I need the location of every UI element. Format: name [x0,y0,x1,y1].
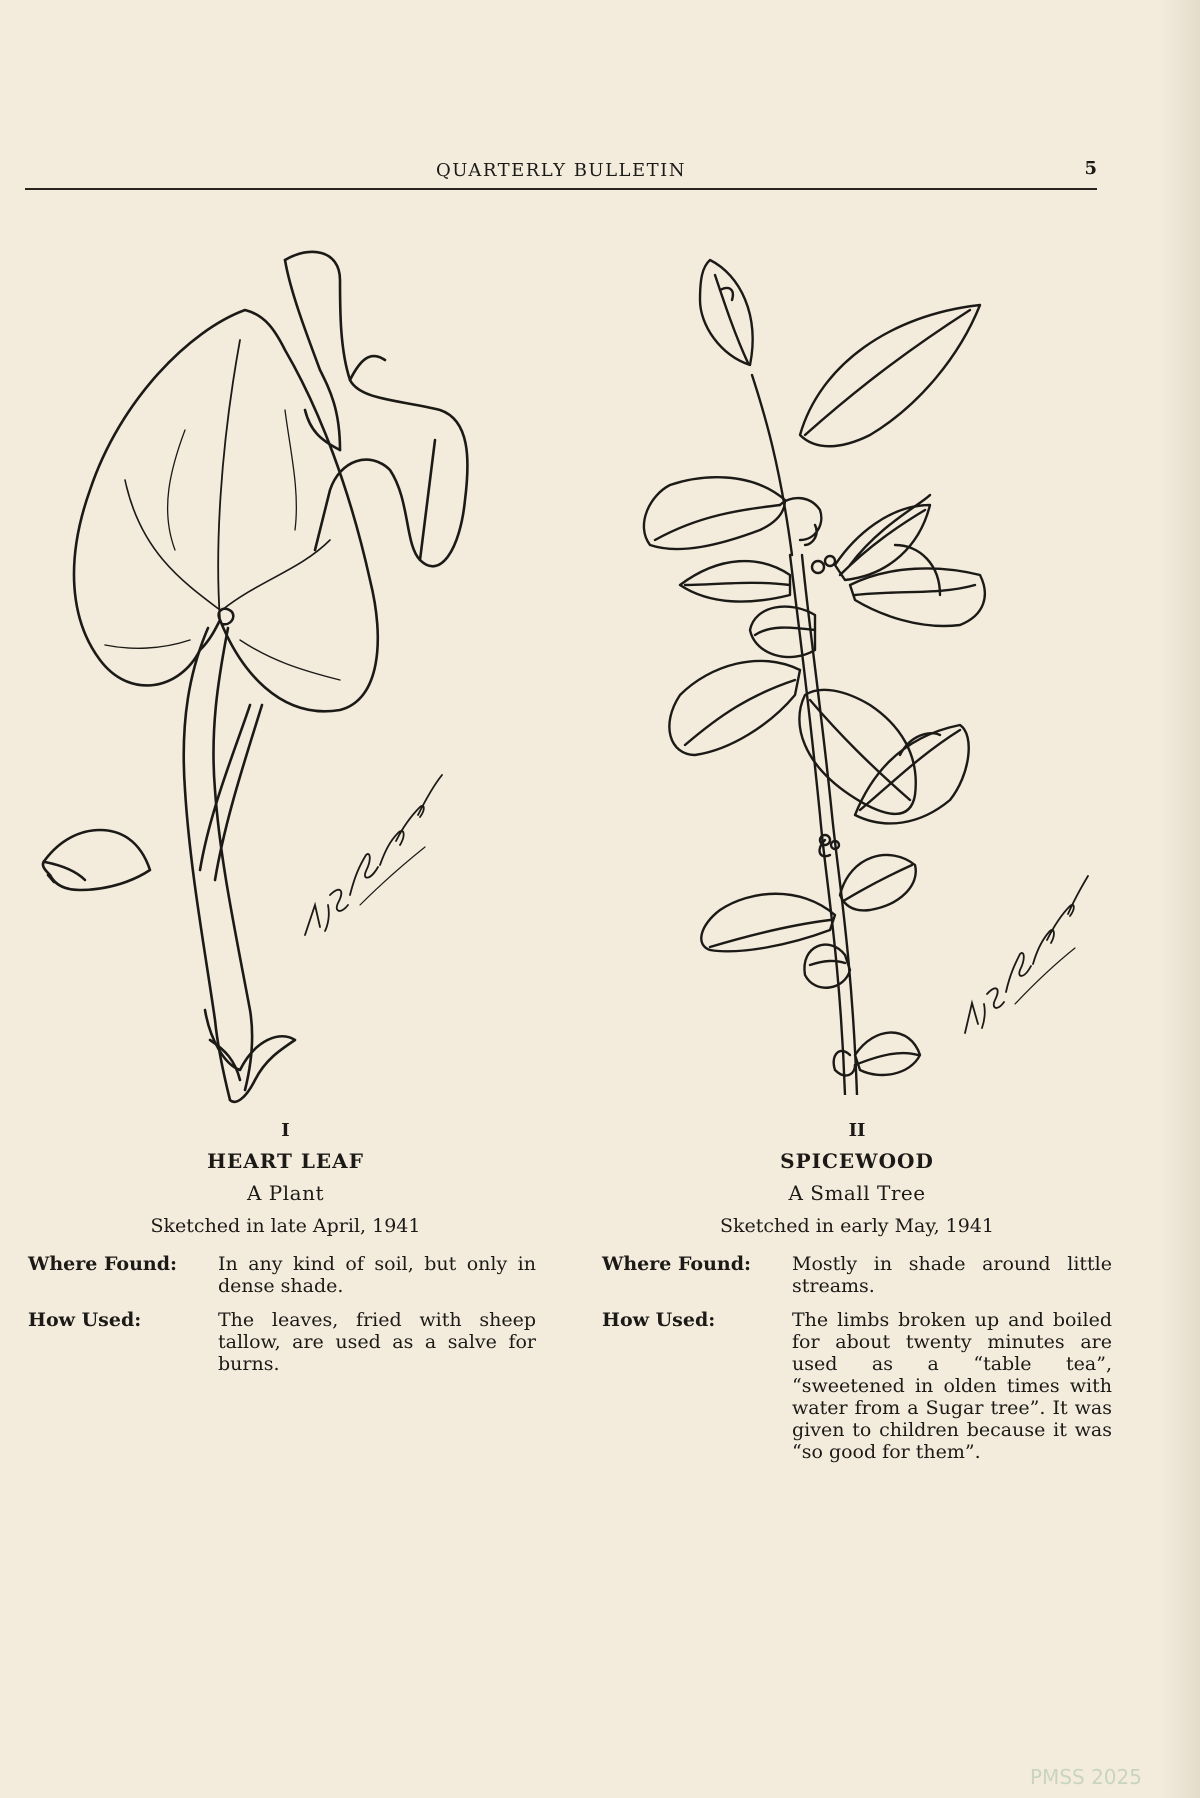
plant-name: SPICEWOOD [780,1149,934,1173]
heart-leaf-signature-icon [300,755,450,945]
how-used-label: How Used: [602,1309,716,1331]
spicewood-signature-icon [960,858,1090,1038]
plant-name: HEART LEAF [207,1149,364,1173]
where-found-row [602,1253,1122,1297]
heart-leaf-drawing-icon [40,250,540,1110]
how-used-row [602,1309,1122,1463]
watermark: PMSS 2025 [1030,1765,1142,1789]
sketch-date: Sketched in late April, 1941 [150,1215,421,1237]
plant-kind: A Plant [247,1181,324,1205]
how-used-text: The limbs broken up and boiled for about twenty minutes are used as a “table tea”, “sweetened in olden times with water from a Sugar tree”. It was given to children because it was “so good for them”. [792,1309,1112,1463]
header-title: QUARTERLY BULLETIN [435,160,687,181]
heart-leaf-section [28,1120,568,1387]
where-found-label: Where Found: [602,1253,752,1275]
how-used-row [28,1309,568,1375]
where-found-text: Mostly in shade around little streams. [792,1253,1112,1297]
plant-numeral: I [281,1120,290,1141]
spicewood-section [602,1120,1122,1475]
how-used-label: How Used: [28,1309,142,1331]
where-found-label: Where Found: [28,1253,178,1275]
page-number: 5 [1084,158,1097,179]
where-found-text: In any kind of soil, but only in dense shade. [218,1253,536,1297]
plant-kind: A Small Tree [788,1181,926,1205]
sketch-date: Sketched in early May, 1941 [719,1215,994,1237]
plant-numeral: II [848,1120,866,1141]
how-used-text: The leaves, fried with sheep tallow, are used as a salve for burns. [218,1309,536,1375]
where-found-row [28,1253,568,1297]
page-header [25,158,1097,190]
